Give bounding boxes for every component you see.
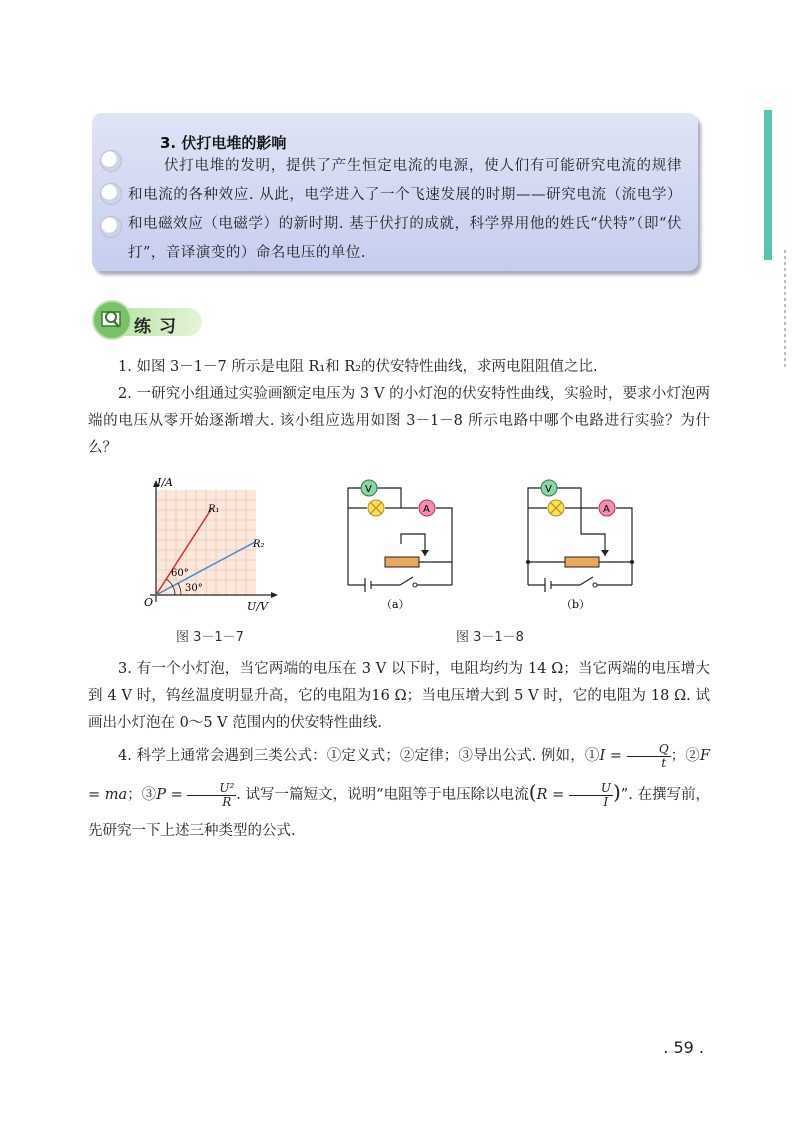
figure-3-1-7 xyxy=(135,478,295,618)
chapter-side-tab xyxy=(764,110,772,260)
formula-u2-over-r: $\frac{\text{U²}}{R}$ xyxy=(187,782,236,809)
ammeter-label: A xyxy=(423,504,430,515)
y-axis-label: I/A xyxy=(157,478,173,489)
circuit-b-label: （b） xyxy=(561,598,591,611)
question-2: 2. 一研究小组通过实验画额定电压为 3 V 的小灯泡的伏安特性曲线，实验时，要求小灯泡两端的电压从零开始逐渐增大. 该小组应选用如图 3－1－8 所示电路中哪个电路进行实验？为什么？ xyxy=(88,386,710,456)
circuit-a-label: （a） xyxy=(381,598,410,611)
reading-title: 3. 伏打电堆的影响 xyxy=(160,134,287,152)
page-number: . 59 . xyxy=(663,1038,704,1057)
circuit-b xyxy=(528,488,632,592)
r1-label: R₁ xyxy=(208,504,220,515)
circuit-a xyxy=(348,488,452,592)
voltmeter-label: V xyxy=(365,484,372,495)
origin-label: O xyxy=(144,596,154,609)
question-3: 3. 有一个小灯泡，当它两端的电压在 3 V 以下时，电阻均约为 14 Ω；当它两端的电压增大到 4 V 时，钨丝温度明显升高，它的电阻为16 Ω；当电压增大到 5 V 时，它的电阻为 18 Ω. 试画出小灯泡在 0～5 V 范围内的伏安特性曲线. xyxy=(88,661,710,731)
x-axis-label: U/V xyxy=(247,600,268,613)
reading-paragraph: 伏打电堆的发明，提供了产生恒定电流的电源，使人们有可能研究电流的规律和电流的各种效应. 从此，电学进入了一个飞速发展的时期——研究电流（流电学）和电磁效应（电磁学）的新时期. 基于伏打的成就，科学界用他的姓氏“伏特”（即“伏打”，音译演变的）命名电压的单位. xyxy=(128,158,682,261)
figure-3-1-8-caption: 图 3－1－8 xyxy=(456,630,524,645)
formula-u-over-i: $\frac{U}{I}$ xyxy=(569,782,613,809)
binder-ring-icon xyxy=(100,183,122,205)
angle-60-label: 60° xyxy=(171,568,189,579)
figure-3-1-7-caption: 图 3－1－7 xyxy=(176,630,244,645)
binder-ring-icon xyxy=(100,216,122,238)
rheostat-icon xyxy=(385,557,419,567)
question-4: 4. 科学上通常会遇到三类公式：①定义式；②定律；③导出公式. 例如，①I = $\frac{Q}{t}$ ；②F = ma；③P = $\frac{\text{U²}}{R}$ . 试写一篇短文，说明“电阻等于电压除以电流(R = $\frac{U}{I}$ )”. 在撰写前，先研究一下上述三种类型的公式. xyxy=(88,741,710,839)
figure-3-1-8 xyxy=(335,460,645,620)
binder-ring-icon xyxy=(100,150,122,172)
question-1: 1. 如图 3－1－7 所示是电阻 R₁和 R₂的伏安特性曲线，求两电阻阻值之比. xyxy=(118,359,598,375)
r2-label: R₂ xyxy=(253,539,265,550)
ammeter-label-b: A xyxy=(603,504,610,515)
exercise-header xyxy=(92,300,200,342)
chapter-side-text xyxy=(780,250,790,370)
formula-q-over-t: $\frac{Q}{t}$ xyxy=(627,743,671,770)
exercise-title: 练习 xyxy=(134,317,184,337)
magnifier-book-icon xyxy=(92,300,132,340)
angle-30-label: 30° xyxy=(185,583,203,594)
voltmeter-label-b: V xyxy=(545,484,552,495)
rheostat-icon xyxy=(565,557,599,567)
